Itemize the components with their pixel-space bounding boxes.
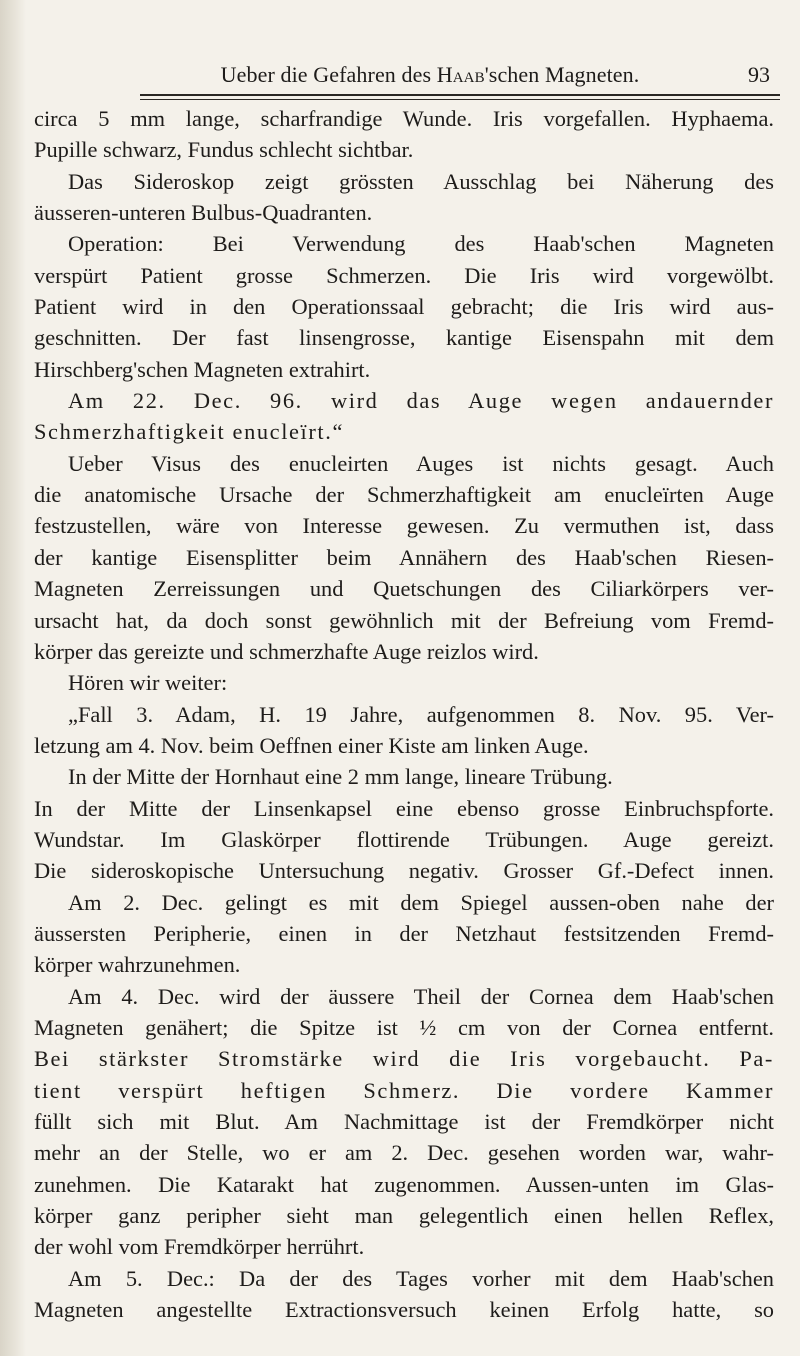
running-head-suffix: 'schen Magneten. [484, 62, 640, 87]
running-head-prefix: Ueber die Gefahren des [220, 62, 437, 87]
body-text [34, 103, 774, 1325]
running-head-name: Haab [436, 62, 485, 87]
text-line: mehr an der Stelle, wo er am 2. Dec. gesehen worden war, wahr- [34, 1140, 774, 1166]
text-line: circa 5 mm lange, scharfrandige Wunde. Iris vorgefallen. Hyphaema. [34, 106, 774, 131]
text-line: der wohl vom Fremdkörper herrührt. [34, 1234, 365, 1260]
text-line: der kantige Eisensplitter beim Annähern des Haab'schen Riesen- [34, 544, 774, 570]
text-line: Magneten Zerreissungen und Quetschungen des Ciliarkörpers ver- [34, 576, 774, 602]
text-line: Hirschberg'schen Magneten extrahirt. [34, 356, 371, 382]
header-rule-thin [140, 99, 780, 100]
text-line: Hören wir weiter: [68, 670, 228, 696]
text-line: Operation: Bei Verwendung des Haab'schen Magneten [68, 231, 774, 257]
text-line: „Fall 3. Adam, H. 19 Jahre, aufgenommen 8. Nov. 95. Ver- [68, 701, 774, 727]
text-line: Pupille schwarz, Fundus schlecht sichtbar. [34, 137, 414, 163]
text-line: Am 4. Dec. wird der äussere Theil der Cornea dem Haab'schen [68, 983, 774, 1009]
text-line: In der Mitte der Linsenkapsel eine ebenso grosse Einbruchspforte. [34, 795, 774, 821]
text-line: füllt sich mit Blut. Am Nachmittage ist der Fremdkörper nicht [34, 1109, 774, 1134]
text-line: Die sideroskopische Untersuchung negativ. Grosser Gf.-Defect innen. [34, 858, 774, 884]
text-line: Am 5. Dec.: Da der des Tages vorher mit dem Haab'schen [68, 1265, 774, 1291]
text-line: Magneten angestellte Extractionsversuch keinen Erfolg hatte, so [34, 1297, 774, 1323]
text-line: Das Sideroskop zeigt grössten Ausschlag bei Näherung des [68, 168, 774, 194]
text-line: ursacht hat, da doch sonst gewöhnlich mit der Befreiung vom Fremd- [34, 607, 774, 633]
text-line: Patient wird in den Operationssaal gebracht; die Iris wird aus- [34, 294, 774, 320]
text-line: Schmerzhaftigkeit enucleïrt.“ [34, 419, 344, 445]
text-line: äusseren-unteren Bulbus-Quadranten. [34, 200, 373, 226]
page-number: 93 [748, 62, 770, 87]
text-line: Am 2. Dec. gelingt es mit dem Spiegel aussen-oben nahe der [68, 889, 774, 915]
text-line: letzung am 4. Nov. beim Oeffnen einer Kiste am linken Auge. [34, 732, 589, 758]
header-rule [140, 94, 780, 96]
text-line: In der Mitte der Hornhaut eine 2 mm lange, lineare Trübung. [68, 764, 613, 790]
running-head [150, 62, 710, 88]
text-line: zunehmen. Die Katarakt hat zugenommen. Aussen-unten im Glas- [34, 1171, 774, 1197]
text-line: Ueber Visus des enucleirten Auges ist nichts gesagt. Auch [68, 450, 774, 476]
text-line: körper das gereizte und schmerzhafte Auge reizlos wird. [34, 638, 539, 664]
text-line: körper wahrzunehmen. [34, 952, 241, 978]
text-line: Bei stärkster Stromstärke wird die Iris vorgebaucht. Pa- [34, 1046, 774, 1072]
text-line: festzustellen, wäre von Interesse gewesen. Zu vermuthen ist, dass [34, 513, 774, 539]
text-line: die anatomische Ursache der Schmerzhaftigkeit am enucleïrten Auge [34, 482, 774, 508]
text-line: äussersten Peripherie, einen in der Netzhaut festsitzenden Fremd- [34, 920, 774, 946]
text-line: verspürt Patient grosse Schmerzen. Die Iris wird vorgewölbt. [34, 262, 774, 288]
text-line: geschnitten. Der fast linsengrosse, kantige Eisenspahn mit dem [34, 325, 774, 351]
text-line: tient verspürt heftigen Schmerz. Die vordere Kammer [34, 1077, 774, 1103]
text-line: Wundstar. Im Glaskörper flottirende Trübungen. Auge gereizt. [34, 826, 774, 852]
text-line: Am 22. Dec. 96. wird das Auge wegen andauernder [68, 388, 774, 414]
text-line: körper ganz peripher sieht man gelegentlich einen hellen Reflex, [34, 1203, 774, 1229]
text-line: Magneten genähert; die Spitze ist ½ cm von der Cornea entfernt. [34, 1014, 774, 1040]
